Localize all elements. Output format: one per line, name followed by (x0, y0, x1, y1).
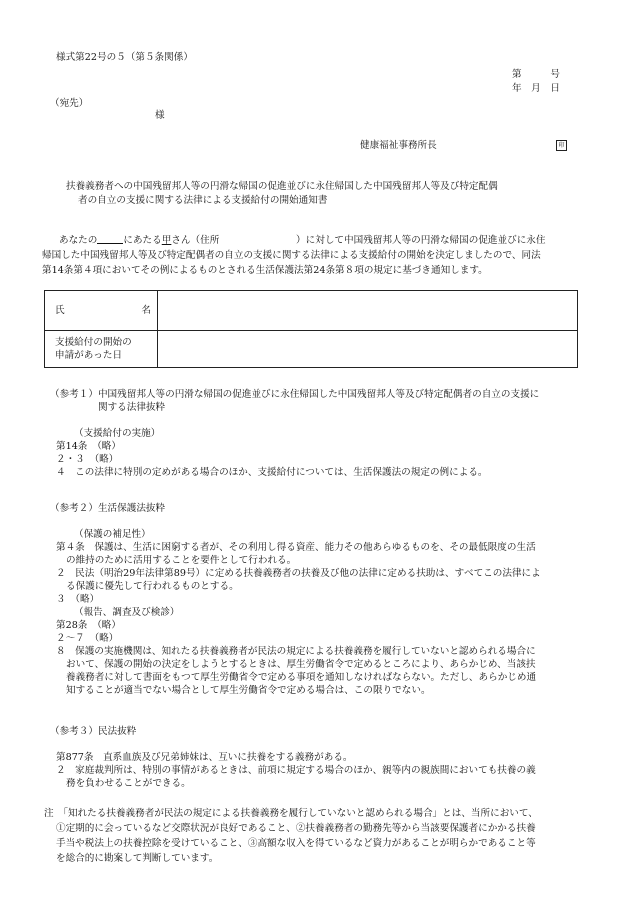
ref2-article-4-1: 第４条 保護は、生活に困窮する者が、その利用し得る資産、能力その他あらゆるものを、その最低限度の生活 (56, 542, 536, 553)
addressee-label: （宛先） (50, 98, 89, 109)
ref1-heading-2: 関する法律抜粋 (98, 402, 166, 413)
ref2-paragraph-3: ３ （略） (56, 594, 100, 605)
name-label-cell (45, 291, 158, 331)
ref3-paragraph-2-2: 務を負わせることができる。 (66, 778, 191, 789)
title-line-1: 扶養義務者への中国残留邦人等の円滑な帰国の促進並びに永住帰国した中国残留邦人等及び特定配偶 (66, 181, 498, 192)
body-text-b: にあたる (123, 235, 162, 246)
note-line-1: 注 「知れたる扶養義務者が民法の規定による扶養義務を履行していないと認められる場合」とは、当所において、 (44, 808, 538, 819)
relation-blank (97, 233, 123, 244)
ref2-paragraph-2-2: る保護に優先して行われるものとする。 (66, 581, 239, 592)
ref2-paragraph-2-7: ２～７ （略） (56, 633, 119, 644)
ref2-paragraph-8-2: おいて、保護の開始の決定をしようとするときは、厚生労働省令で定めるところにより、あらかじめ、当該扶 (66, 659, 536, 670)
body-text-c: さん（住所 ）に対して中国残留邦人等の円滑な帰国の促進並びに永住 (171, 235, 546, 246)
ref1-article-14: 第14条 （略） (56, 441, 121, 452)
ref2-caption-1: （保護の補足性） (74, 529, 151, 540)
ref2-article-28: 第28条 （略） (56, 620, 121, 631)
document-title (66, 180, 586, 208)
form-number: 様式第22号の５（第５条関係） (56, 52, 193, 63)
ref2-caption-2: （報告、調査及び検診） (74, 607, 180, 618)
title-line-2: 者の自立の支援に関する法律による支援給付の開始通知書 (78, 195, 328, 206)
reference-3 (50, 725, 595, 790)
body-text-a: あなたの (59, 235, 98, 246)
ref2-paragraph-2-1: ２ 民法（明治29年法律第89号）に定める扶養義務者の扶養及び他の法律に定める扶助は、すべてこの法律によ (56, 568, 541, 579)
table-row (45, 291, 578, 331)
ref2-paragraph-8-1: ８ 保護の実施機関は、知れたる扶養義務者が民法の規定による扶養義務を履行していないと認められる場合に (56, 646, 536, 657)
ref2-paragraph-8-4: 知することが適当でない場合として厚生労働省令で定める場合は、この限りでない。 (66, 685, 431, 696)
issuer-name: 健康福祉事務所長 (360, 140, 437, 151)
ref1-paragraph-4: ４ この法律に特別の定めがある場合のほか、支援給付については、生活保護法の規定の例による。 (56, 467, 488, 478)
body-line-2: 帰国した中国残留邦人等及び特定配偶者の自立の支援に関する法律による支援給付の開始を決定しましたので、同法 (42, 250, 541, 261)
reference-1 (50, 388, 595, 479)
person-name: 甲 (161, 235, 172, 246)
info-table (44, 290, 578, 368)
application-date-label-2: 申請があった日 (55, 350, 123, 361)
application-date-value-cell (158, 331, 578, 368)
issue-date: 年 月 日 (512, 83, 560, 94)
ref2-heading: （参考２）生活保護法抜粋 (50, 503, 166, 514)
addressee-suffix: 様 (155, 110, 165, 121)
reference-2 (50, 502, 595, 697)
footnote (44, 806, 599, 866)
application-date-label-cell (45, 331, 158, 368)
ref3-paragraph-2-1: ２ 家庭裁判所は、特別の事情があるときは、前項に規定する場合のほか、親等内の親族間においても扶養の義 (56, 765, 536, 776)
table-row (45, 331, 578, 368)
ref1-heading-1: （参考１）中国残留邦人等の円滑な帰国の促進並びに永住帰国した中国残留邦人等及び特定配偶者の自立の支援に (50, 389, 540, 400)
name-label-b: 名 (141, 305, 151, 316)
ref3-heading: （参考３）民法抜粋 (50, 726, 137, 737)
ref2-paragraph-8-3: 養義務者に対して書面をもつて厚生労働省令で定める事項を通知しなければならない。ただし、あらかじめ通 (66, 672, 537, 683)
note-line-2: ①定期的に会っているなど交際状況が良好であること、②扶養義務者の勤務先等から当該要保護者にかかる扶養 (56, 823, 536, 834)
ref2-article-4-2: の維持のために活用することを要件として行われる。 (66, 555, 297, 566)
body-line-3: 第14条第４項においてその例によるものとされる生活保護法第24条第８項の規定に基づき通知します。 (42, 265, 488, 276)
name-label-a: 氏 (55, 305, 65, 316)
ref3-article-877: 第877条 直系血族及び兄弟姉妹は、互いに扶養をする義務がある。 (56, 752, 353, 763)
seal-mark: 印 (556, 140, 567, 151)
ref1-paragraph-2-3: ２・３ （略） (56, 454, 119, 465)
notice-body (42, 233, 594, 278)
name-value-cell (158, 291, 578, 331)
note-line-3: 手当や税法上の扶養控除を受けていること、③高額な収入を得ているなど資力があることが明らかであること等 (56, 838, 536, 849)
ref1-caption: （支援給付の実施） (74, 428, 161, 439)
document-number: 第 号 (512, 69, 560, 80)
note-line-4: を総合的に勘案して判断しています。 (56, 853, 219, 864)
application-date-label-1: 支援給付の開始の (55, 337, 132, 348)
